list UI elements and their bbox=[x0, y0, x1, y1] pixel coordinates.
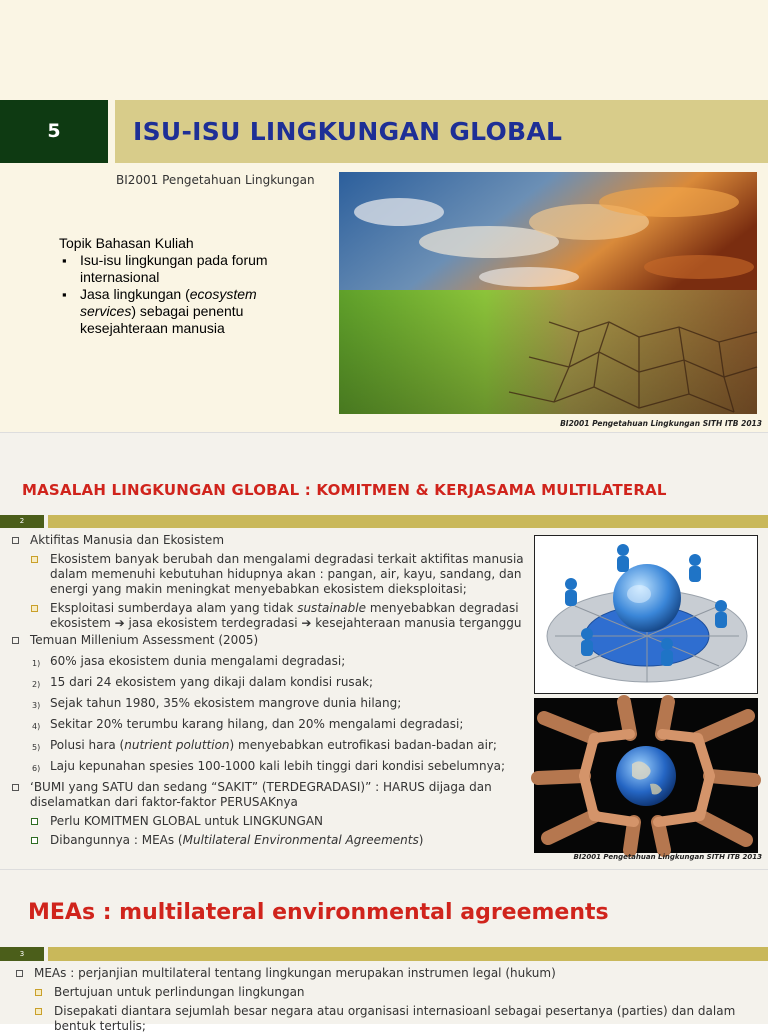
numbered-item: 3) Sejak tahun 1980, 35% ekosistem mangrove dunia hilang; bbox=[32, 696, 402, 710]
sub-bullet-item: Ekosistem banyak berubah dan mengalami degradasi terkait aktifitas manusia dalam memenuhi kebutuhan hidupnya akan : pangan, air, kayu, sandang, dan energi yang makin meningkat menyebabkan ekosistem dieksploitasi; bbox=[10, 552, 530, 597]
slide-footer: BI2001 Pengetahuan Lingkungan SITH ITB 2013 bbox=[560, 419, 762, 428]
slide-body bbox=[14, 964, 754, 1034]
puzzle-globe-image bbox=[534, 535, 758, 694]
slide-2 bbox=[0, 432, 768, 869]
slide-title: MASALAH LINGKUNGAN GLOBAL : KOMITMEN & KERJASAMA MULTILATERAL bbox=[22, 481, 667, 499]
course-subtitle: BI2001 Pengetahuan Lingkungan bbox=[116, 173, 315, 187]
slide-3 bbox=[0, 869, 768, 1033]
bullet-item: Temuan Millenium Assessment (2005) bbox=[10, 633, 530, 648]
topic-list bbox=[62, 252, 292, 337]
sub-bullet-item: Dibangunnya : MEAs (Multilateral Environmental Agreements) bbox=[10, 833, 530, 848]
hands-globe-image bbox=[534, 698, 758, 853]
slide-footer: BI2001 Pengetahuan Lingkungan SITH ITB 2013 bbox=[573, 853, 762, 861]
slide-number: 3 bbox=[0, 947, 44, 961]
header-bar bbox=[48, 947, 768, 961]
numbered-item: 4) Sekitar 20% terumbu karang hilang, dan 20% mengalami degradasi; bbox=[32, 717, 464, 731]
slide-number: 5 bbox=[47, 120, 61, 142]
topic-item: ▪ Isu-isu lingkungan pada forum internasional bbox=[62, 252, 292, 286]
sub-bullet-item: Perlu KOMITMEN GLOBAL untuk LINGKUNGAN bbox=[10, 814, 530, 829]
topic-item: ▪ Jasa lingkungan (ecosystem services) sebagai penentu kesejahteraan manusia bbox=[62, 286, 292, 337]
bullet-item: ‘BUMI yang SATU dan sedang “SAKIT” (TERDEGRADASI)” : HARUS dijaga dan diselamatkan dari faktor-faktor PERUSAKnya bbox=[10, 780, 530, 810]
sub-bullet-item: Bertujuan untuk perlindungan lingkungan bbox=[14, 985, 754, 1000]
slide-body bbox=[10, 531, 530, 848]
bullet-item: MEAs : perjanjian multilateral tentang lingkungan merupakan instrumen legal (hukum) bbox=[14, 966, 754, 981]
slide-number: 2 bbox=[0, 515, 44, 528]
sub-bullet-item: Disepakati diantara sejumlah besar negara atau organisasi internasioanl sebagai pesertanya (parties) dan dalam bentuk tertulis; bbox=[14, 1004, 754, 1034]
header-bar bbox=[48, 515, 768, 528]
bullet-item: Aktifitas Manusia dan Ekosistem bbox=[10, 533, 530, 548]
sub-bullet-item: Eksploitasi sumberdaya alam yang tidak sustainable menyebabkan degradasi ekosistem ➔ jasa ekosistem terdegradasi ➔ kesejahteraan manusia terganggu bbox=[10, 601, 530, 631]
numbered-item: 2) 15 dari 24 ekosistem yang dikaji dalam kondisi rusak; bbox=[32, 675, 374, 689]
numbered-item: 1) 60% jasa ekosistem dunia mengalami degradasi; bbox=[32, 654, 346, 668]
slide-1 bbox=[0, 0, 768, 432]
slide-title: ISU-ISU LINGKUNGAN GLOBAL bbox=[133, 117, 563, 146]
topic-heading: Topik Bahasan Kuliah bbox=[59, 235, 194, 251]
climate-photo bbox=[339, 172, 757, 414]
slide-title: MEAs : multilateral environmental agreements bbox=[28, 900, 609, 925]
numbered-item: 5) Polusi hara (nutrient poluttion) menyebabkan eutrofikasi badan-badan air; bbox=[32, 738, 497, 752]
numbered-item: 6) Laju kepunahan spesies 100-1000 kali lebih tinggi dari kondisi sebelumnya; bbox=[32, 759, 506, 773]
